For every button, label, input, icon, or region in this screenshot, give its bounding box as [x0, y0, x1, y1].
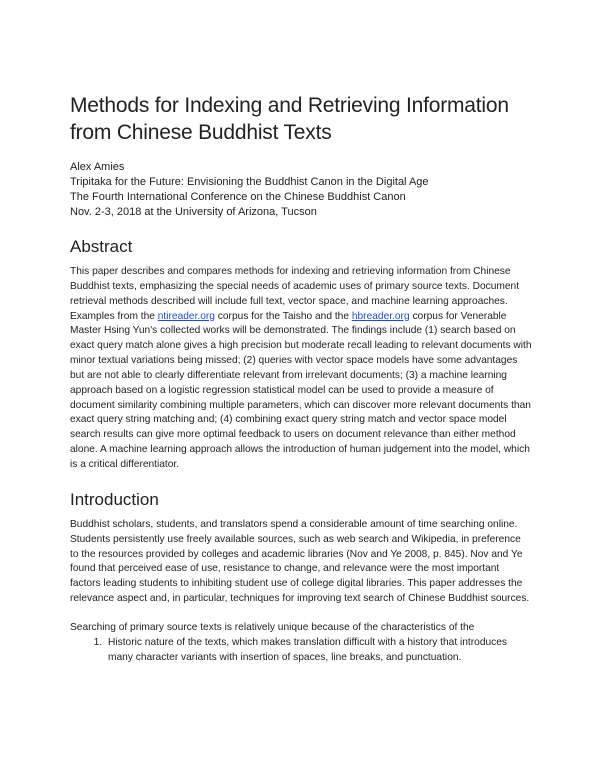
hbreader-link[interactable]: hbreader.org — [351, 310, 410, 322]
event-name: Tripitaka for the Future: Envisioning the Buddhist Canon in the Digital Age — [70, 176, 429, 188]
abstract-paragraph — [70, 265, 532, 473]
paragraph-gap — [70, 607, 532, 621]
abstract-text-1: This paper describes and compares methods for indexing and retrieving information from Chinese Buddhist texts, emphasizing the special needs of academic uses of primary source texts. Document retrieval methods described will include full text, vector space, and machine learning approaches. Examples from the — [70, 266, 520, 322]
introduction-paragraph-1: Buddhist scholars, students, and translators spend a considerable amount of time searching online. Students persistently use freely available sources, such as web search and Wikipedia, in preference to the resources provided by colleges and academic libraries (Nov and Ye 2008, p. 845). Nov and Ye found that perceived ease of use, resistance to change, and relevance were the most important factors leading students to inhibiting student use of college digital libraries. This paper addresses the relevance aspect and, in particular, techniques for improving text search of Chinese Buddhist sources. — [70, 518, 530, 605]
list-item: 1. Historic nature of the texts, which makes translation difficult with a history that introduces many character variants with insertion of spaces, line breaks, and punctuation. — [105, 636, 532, 666]
paper-metadata — [70, 160, 532, 220]
abstract-text-3: corpus for Venerable Master Hsing Yun's collected works will be demonstrated. The findings include (1) search based on exact query match alone gives a high precision but moderate recall leading to relevant documents with minor textual variations being missed; (2) queries with vector space models have some advantages but are not able to clearly differentiate relevant from irrelevant documents; (3) a machine learning approach based on a logistic regression statistical model can be used to provide a measure of document similarity combining multiple parameters, which can discover more relevant documents than exact query string matching and; (4) combining exact query string match and vector space model search results can give more optimal feedback to users on document relevance than either method alone. A machine learning approach allows the introduction of human judgement into the model, which is a critical differentiator. — [70, 310, 532, 470]
ntireader-link[interactable]: ntireader.org — [157, 310, 215, 322]
introduction-paragraph-2: Searching of primary source texts is relatively unique because of the characteristics of the — [70, 621, 475, 633]
paper-title: Methods for Indexing and Retrieving Information from Chinese Buddhist Texts — [70, 94, 509, 144]
page-content — [70, 92, 532, 665]
characteristics-list — [70, 636, 532, 666]
author-name: Alex Amies — [70, 161, 125, 173]
abstract-heading: Abstract — [70, 237, 133, 256]
abstract-text-2: corpus for the Taisho and the — [214, 310, 352, 322]
date-location: Nov. 2-3, 2018 at the University of Arizona, Tucson — [70, 206, 317, 218]
introduction-heading: Introduction — [70, 489, 159, 509]
conference-name: The Fourth International Conference on the Chinese Buddhist Canon — [70, 191, 406, 203]
